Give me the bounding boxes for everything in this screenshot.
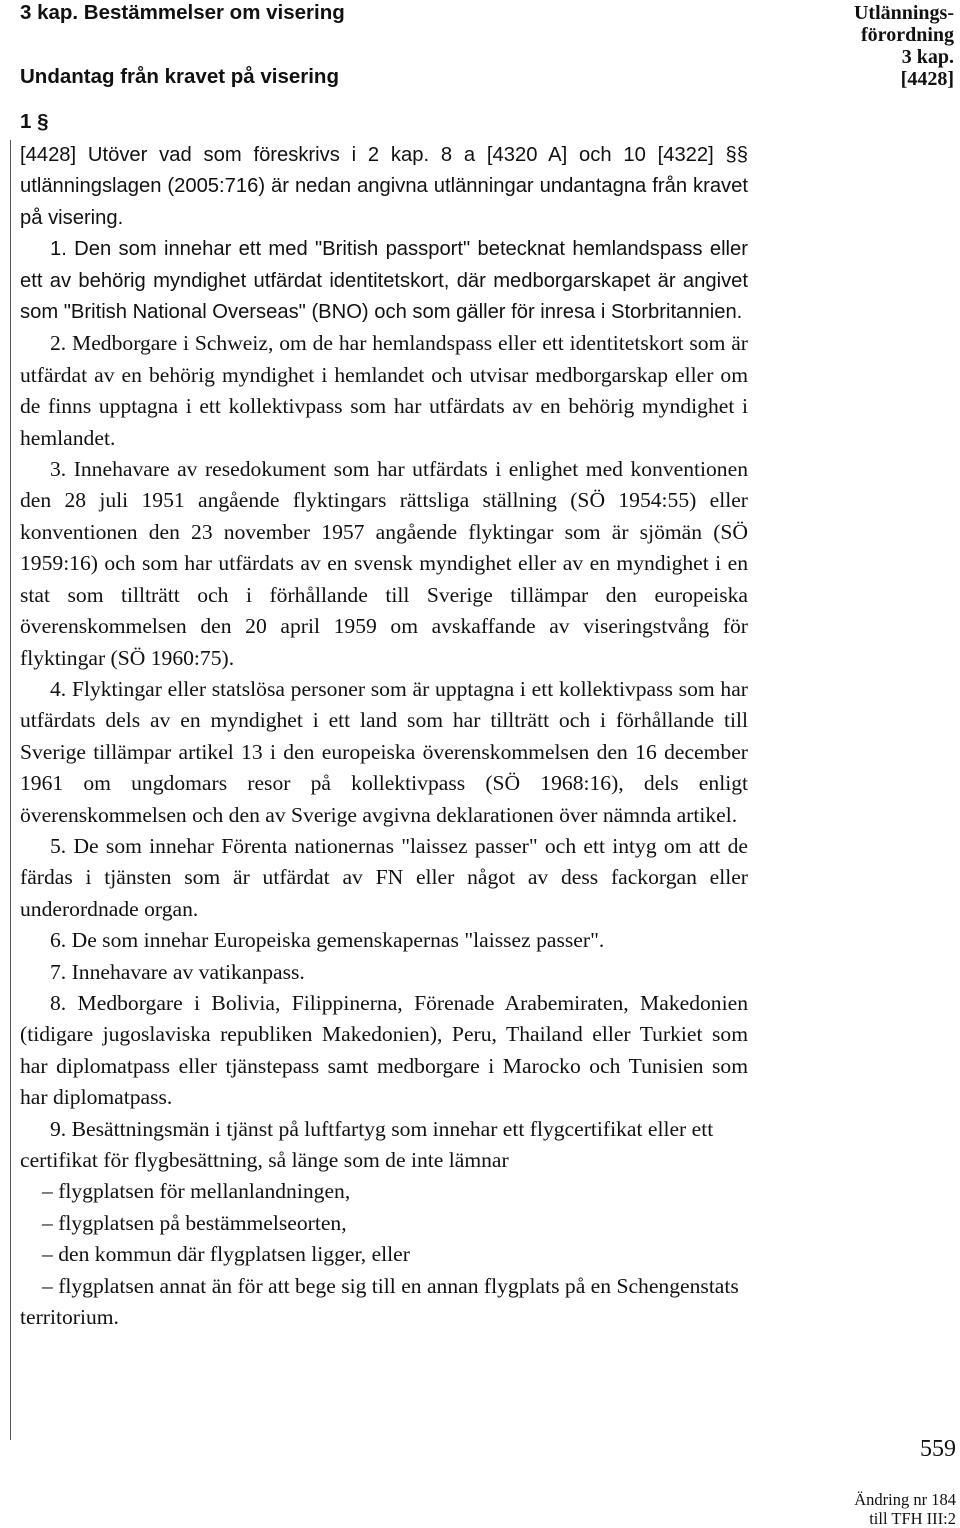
page-number: 559	[920, 1436, 956, 1462]
chapter-heading: 3 kap. Bestämmelser om visering	[20, 1, 345, 24]
dash-item: – flygplatsen för mellanlandningen,	[42, 1179, 351, 1204]
ref-number: [4428]	[900, 68, 954, 90]
chapter-ref: 3 kap.	[901, 46, 954, 68]
amendment-line1: Ändring nr 184	[854, 1490, 956, 1509]
paragraph-number: 1 §	[20, 110, 49, 133]
list-item: 9. Besättningsmän i tjänst på luftfartyg som innehar ett flygcertifikat eller ett certifikat för flygbesättning, så länge som de inte lämnar	[20, 1116, 714, 1172]
amendment-note	[854, 1490, 956, 1528]
list-item: 2. Medborgare i Schweiz, om de har hemlandspass eller ett identitetskort som är utfärdat av en behörig myndighet i hemlandet och utvisar medborgarskap eller om de finns upptagna i ett kollektivpass som har utfärdats av en behörig myndighet i hemlandet.	[20, 331, 748, 450]
list-item: 5. De som innehar Förenta nationernas "laissez passer" och ett intyg om att de färdas i tjänsten som är utfärdat av FN eller något av dess fackorgan eller underordnade organ.	[20, 833, 748, 921]
list-item: 1. Den som innehar ett med "British passport" betecknat hemlandspass eller ett av behörig myndighet utfärdat identitetskort, där medborgarskapet är angivet som "British National Overseas" (BNO) och som gäller för inresa i Storbritannien.	[20, 238, 748, 324]
dash-item: – flygplatsen annat än för att bege sig till en annan flygplats på en Schengenstats territorium.	[20, 1273, 739, 1330]
list-item: 7. Innehavare av vatikanpass.	[50, 959, 305, 984]
section-intro: [4428] Utöver vad som föreskrivs i 2 kap. 8 a [4320 A] och 10 [4322] §§ utlänningslagen (2005:716) är nedan angivna utlänningar undantagna från kravet på visering.	[20, 144, 748, 229]
list-item: 8. Medborgare i Bolivia, Filippinerna, Förenade Arabemiraten, Makedonien (tidigare jugoslaviska republiken Makedonien), Peru, Thailand eller Turkiet som har diplomatpass eller tjänstepass samt medborgare i Marocko och Tunisien som har diplomatpass.	[20, 990, 748, 1110]
amendment-line2: till TFH III:2	[869, 1509, 956, 1528]
section-title: Undantag från kravet på visering	[20, 65, 339, 88]
dash-item: – den kommun där flygplatsen ligger, eller	[42, 1242, 410, 1267]
dash-item: – flygplatsen på bestämmelseorten,	[42, 1210, 347, 1235]
margin-rule	[10, 140, 11, 1440]
list-item: 4. Flyktingar eller statslösa personer som är upptagna i ett kollektivpass som har utfärdats dels av en myndighet i ett land som har tillträtt och i förhållande till Sverige tillämpar artikel 13 i den europeiska överenskommelsen den 16 december 1961 om ungdomars resor på kollektivpass (SÖ 1968:16), dels enligt överenskommelsen och den av Sverige avgivna deklarationen över nämnda artikel.	[20, 676, 748, 827]
margin-reference	[854, 2, 954, 90]
section-body	[20, 140, 748, 1333]
doc-name-line2: förordning	[861, 24, 954, 46]
list-item: 6. De som innehar Europeiska gemenskapernas "laissez passer".	[50, 928, 605, 953]
doc-name-line1: Utlännings-	[853, 2, 954, 24]
list-item: 3. Innehavare av resedokument som har utfärdats i enlighet med konventionen den 28 juli 1951 angående flyktingars rättsliga ställning (SÖ 1954:55) eller konventionen den 23 november 1957 angående flyktingar som är sjömän (SÖ 1959:16) och som har utfärdats av en svensk myndighet eller av en myndighet i en stat som tillträtt och i förhållande till Sverige tillämpar den europeiska överenskommelsen den 20 april 1959 om avskaffande av viseringstvång för flyktingar (SÖ 1960:75).	[20, 457, 748, 670]
